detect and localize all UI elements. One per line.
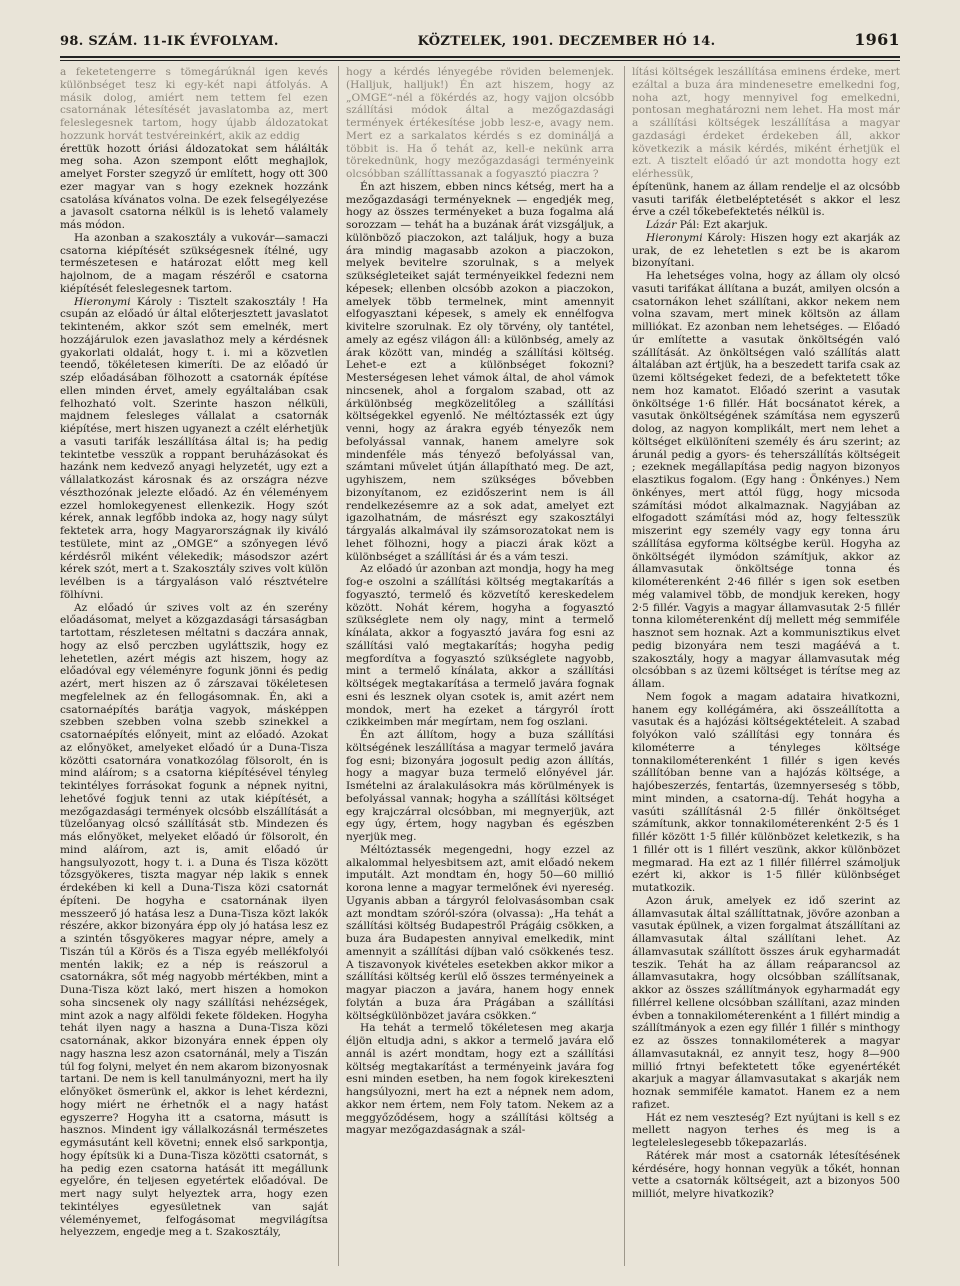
faded-paragraph: lítási költségek leszállítása eminens érdeke, mert ezáltal a buza ára mindenesetre emelkedni fog, noha azt, hogy mennyivel fog emelkedni, pontosan meghatározni nem lehet. Ha most már a szállítási költségek leszállítása a magyar gazdasági érdeket érdekeben áll, akkor következik a másik kérdés, miként érhetjük el ezt. A tisztelt előadó úr azt mondotta hogy ezt elérhessük, [632, 66, 900, 180]
header-rule [60, 56, 900, 58]
speaker-name: Hieronymi [74, 295, 131, 308]
paragraph: Nem fogok a magam adataira hivatkozni, hanem egy kollégáméra, aki összeállította a vasutak és a hajózási költségektételeit. A szabad folyókon való szállítási egy tonnára és kilométerre a tényleges költsége tonnakilométerenként 1 fillér s igen kevés szállítóban benne van a hajózás költsége, a hajóbeszerzés, fentartás, üzemnyerseség s több, mint minden, a csatorna-díj. Tehát hogyha a vasúti szállításnál 2·5 fillér önköltséget számítunk, akkor tonnakilométerenként 2·5 és 1 fillér között 1·5 fillér különbözet keletkezik, s ha 1 fillér ott is 1 fillért veszünk, akkor különbözet megmarad. Ha ezt az 1 fillér fillérrel számoljuk ezért ki, akkor is 1·5 fillér különbséget mutatkozik. [632, 690, 900, 894]
paragraph: Ha azonban a szakosztály a vukovár—samaczi csatorna kiépítését szükségesnek ítélné, ugy természetesen e határozat előtt meg kell hajolnom, de a magam részéről e csatorna kiépítését feleslegesnek tartom. [60, 231, 328, 295]
speech-text: Pál: Ezt akarjuk. [679, 219, 768, 231]
speaker-paragraph [632, 219, 900, 232]
paragraph: Az előadó úr szives volt az én szerény előadásomat, melyet a közgazdasági társaságban tartottam, részletesen méltatni s daczára annak, hogy az első perczben ugyláttszik, hogy ez lehetetlen, azért mégis azt hiszem, hogy az előadóval egy véleményre fogunk jönni és pedig azért, mert hiszen az ő zárszavai tökéletesen megfelelnek az én fellogásomnak. Én, aki a csatornaépítés barátja vagyok, másképpen szebben szebben volna szebb szinekkel a csatornaépítés előnyeit, mint az előadó. Azokat az előnyöket, amelyeket előadó úr a Duna-Tisza közötti csatornára vonatkozólag fölsorolt, én is mind aláírom; s a csatorna kiépítésével tényleg tekintélyes forrásokat fogunk a népnek nyitni, lehetővé fogjuk tenni az utak kiépítését, a mezőgazdasági termények olcsóbb elszállítását a tüzelőanyag olcsó szállítását stb. Mindezen és más előnyöket, melyeket előadó úr fölsorolt, én mind aláírom, azt is, amit előadó úr hangsulyozott, hogy t. i. a Duna és Tisza között tőzsgyökeres, tiszta magyar nép lakik s ennek érdekében ki kell a Duna-Tisza közi csatornát építeni. De hogyha e csatornának ilyen messzeerő jó hatása lesz a Duna-Tisza közt lakók részére, akkor bizonyára épp oly jó hatása lesz ez a szintén tősgyökeres magyar népre, amely a Tiszán túl a Körös és a Tisza egyéb mellékfolyói mentén lakik; ez a nép is reászorul a csatornákra, sőt még nagyobb mértékben, mint a Duna-Tisza közt lakó, mert hiszen a homokon soha sincsenek oly nagy szállítási nehézségek, mint azok a nagy alföldi fekete földeken. Hogyha tehát ilyen nagy a haszna a Duna-Tisza közi csatornának, akkor bizonyára ennek éppen oly nagy haszna lesz azon csatornánál, mely a Tiszán túl fog folyni, melyet én nem akarom bizonyosnak tartani. De nem is kell tanulmányozni, mert ha ily előnyöket ösmerünk el, akkor is lehet kérdezni, hogy miért ne érhetnők el a nagy hatást egyszerre? Hogyha itt a csatorna, másutt is hasznos. Mindent igy vállalkozásnál természetes egymásutánt kell követni; ennek első sarkpontja, hogy építsük ki a Duna-Tisza közötti csatornát, s ha pedig ezen csatorna hatását itt megállunk egyelőre, én teljesen egyetértek előadóval. De mert nagy sulyt helyeztek arra, hogy ezen tekintélyes egyesületnek van saját véleményemet, felfogásomat megvilágítsa helyezzem, engedje meg a t. Szakosztály, [60, 601, 328, 1239]
paragraph: érettük hozott óriási áldozatokat sem hálálták meg soha. Azon szempont előtt meghajlok, amelyet Forster szegyző úr említett, hogy ott 300 ezer magyar van s hogy ezeknek hozzánk csatolása kívánatos volna. De ezek felsegélyezése a javasolt csatorna nélkül is is lehető valamely más módon. [60, 142, 328, 231]
paragraph: Méltóztassék megengedni, hogy ezzel az alkalommal helyesbitsem azt, amit előadó nekem imputált. Azt mondtam én, hogy 50—60 millió korona lenne a magyar termelőnek évi nyereség. Ugyanis abban a tárgyról felolvasásomban csak azt mondtam szóról-szóra (olvassa): „Ha tehát a szállítási költség Budapestről Prágáig csökken, a buza ára Budapesten annyival emelkedik, mint amennyit a szállítási díjban való csökkenés tesz. A tiszavonyok kivételes esetekben akkor mikor a szállítási költség kerül elő összes terményeinek a magyar piaczon a javára, hanem hogy ennek folytán a buza ára Prágában a szállítási költségkülönbözet javára csökken.“ [346, 843, 614, 1022]
paragraph: építenünk, hanem az állam rendelje el az olcsóbb vasuti tarifák életbeléptetését s akkor el lesz érve a czél tőkebefektetés nélkül is. [632, 180, 900, 219]
paragraph: Azon áruk, amelyek ez idő szerint az államvasutak által szállíttatnak, jövőre azonban a vasutak épülnek, a vizen forgalmat átszállítani az államvasutak által szállítani lehet. Az államvasutak szállított összes áruk egyharmadát teszik. Tehát ha az állam reáparancsol az államvasutakra, hogy olcsóbban szállítsanak, akkor az összes szállítmányok egyharmadát egy fillérrel kellene olcsóbban szállítani, azaz minden évben a tonnakilométerenként a 1 fillért mindig a szállítmányok a ezen egy fillér 1 fillér s minthogy ez az összes tonnakilométerek a magyar államvasutaknál, ez annyit tesz, hogy 8—900 millió frtnyi befektetett tőke egyenértékét akarjuk a magyar államvasutakat s akarják nem hoznak semmiféle kamatot. Hanem ez a nem rafizet. [632, 894, 900, 1111]
column-2 [346, 66, 614, 1276]
publication-title: KÖZTELEK, 1901. DECZEMBER HÓ 14. [417, 34, 716, 49]
column-divider [624, 66, 625, 1266]
paragraph: Ha lehetséges volna, hogy az állam oly olcsó vasuti tarifákat állítana a buzát, amilyen olcsón a csatornákon lehet szállítani, akkor nekem nem volna szavam, mert minek költsön az állam milliókat. Ez azonban nem lehetséges. — Előadó úr említette a vasutak önköltségén való szállítását. Az önköltségen való szállítás alatt általában azt értjük, ha a beszedett tarifa csak az üzemi költségeket fedezi, de a befektetett tőke nem hoz kamatot. Előadó szerint a vasutak önköltsége 1·6 fillér. Hát bocsánatot kérek, a vasutak önköltségének számítása nem egyszerű dolog, az nagyon komplikált, mert nem lehet a költséget elkülöníteni személy és áru szerint; az árunál pedig a gyors- és teherszállítás költségeit ; ezeknek megállapítása pedig nagyon bizonyos elasztikus fogalom. (Egy hang : Önkényes.) Nem önkényes, mert attól függ, hogy micsoda számítási módot alkalmaznak. Nagyjában az elfogadott számítási mód az, hogy feltesszük miszerint egy személy vagy egy tonna áru szállítása egyforma költségbe kerül. Hogyha az önköltségét ilymódon számítjuk, akkor az államvasutak önköltsége tonna és kilométerenként 2·46 fillér s igen sok esetben még valamivel több, de mondjuk kereken, hogy 2·5 fillér. Vagyis a magyar államvasutak 2·5 fillér tonna kilométerenként díj mellett még semmiféle hasznot sem hoznak. Azt a kommunisztikus elvet pedig bizonyára nem teszi magáévá a t. szakosztály, hogy a magyar államvasutak még olcsóbban s az üzemi költséget is térítse meg az állam. [632, 270, 900, 690]
speaker-name: Hieronymi [646, 231, 703, 244]
column-1 [60, 66, 328, 1276]
header-rule-thin [60, 60, 900, 61]
page-number: 1961 [854, 30, 900, 49]
paragraph: Ha tehát a termelő tökéletesen meg akarja éljön eltudja adni, s akkor a termelő javára elő annál is azért mondtam, hogy ezt a szállítási költség megtakarítást a terményeink javára fog esni minden esetben, ha nem fogok kirekeszteni hangsúlyozni, mert ha ezt a népnek nem adom, akkor nem értem, nem Foly tatom. Nekem az a meggyőződésem, hogy a szállítási költség a magyar mezőgazdaságnak a szál- [346, 1022, 614, 1137]
faded-paragraph: a feketetengerre s tömegárúknál igen kevés különbséget tesz ki egy-két napi átfolyás. A másik dolog, amiért nem tettem fel ezen csatornának létesítését javaslatomba az, mert feleslegesnek tartom, hogy újabb áldozatokat hozzunk horvát testvéreinkért, akik az eddig [60, 66, 328, 142]
paragraph: Hát ez nem veszteség? Ezt nyújtani is kell s ez mellett nagyon terhes és meg is a legteleleslegesebb tőkepazarlás. [632, 1111, 900, 1149]
paragraph: Az előadó úr azonban azt mondja, hogy ha meg fog-e oszolni a szállítási költség megtakarítás a fogyasztó, termelő és közvetítő kereskedelem között. Nohát kérem, hogyha a fogyasztó szükséglete nem oly nagy, mint a termelő kínálata, akkor a fogyasztó javára fog esni az szállítási való megtakarítás; hogyha pedig megfordítva a fogyasztó szükséglete nagyobb, mint a termelő kínálata, akkor a szállítási költségek megtakarítása a termelő javára fognak esni és lesznek olyan csotek is, amit azért nem mondok, mert ha ezeket a tárgyról írott czikkeimben már megírtam, nem fog oszlani. [346, 563, 614, 729]
page-header [60, 30, 900, 52]
column-divider [338, 66, 339, 1266]
speaker-name: Lázár [646, 219, 677, 231]
speaker-paragraph [60, 296, 328, 602]
speech-text: Károly: Hiszen hogy ezt akarják az urak, de ez lehetetlen s ezt be is akarom bizonyítani. [632, 231, 900, 270]
paragraph: Én azt hiszem, ebben nincs kétség, mert ha a mezőgazdasági terményeknek — engedjék meg, hogy az összes terményeket a buza fogalma alá sorozzam — tehát ha a buzának árát vizsgáljuk, a különböző piaczokon, azt találjuk, hogy a buza ára mindig magasabb azokon a piaczokon, melyek bevitelre szorulnak, s a melyek szükségleteiket saját terményeikkel fedezni nem képesek; ellenben olcsóbb azokon a piaczokon, amelyek több termelnek, mint amennyit elfogyasztani képesek, s amely ek ennélfogva kivitelre szorulnak. Ez oly törvény, oly tantétel, amely az egész világon áll: a különbség, amely az árak között van, mindég a szállítási költség. Lehet-e ezt a különbséget fokozni? Mesterségesen lehet vámok által, de ahol vámok nincsenek, ahol a forgalom szabad, ott az árkülönbség megközelitőleg a szállítási költségekkel egyenlő. Ne méltóztassék ezt úgy venni, hogy az árakra egyéb tényezők nem befolyással vannak, hanem amelyre sok mindenféle más tényező befolyással van, számtani művelet útján állapítható meg. De azt, ugyhiszem, nem szükséges bővebben bizonyítanom, ez ezidőszerint nem is áll rendelkezésemre az a sok adat, amelyet ezt igazolhatnám, de másrészt egy szakosztályi tárgyalás alkalmával ily számsorozatokat nem is lehet fölhozni, hogy a piaczi árak közt a különbséget a szállítási ár és a vám teszi. [346, 180, 614, 563]
speech-text: Károly : Tisztelt szakosztály ! Ha csupán az előadó úr által előterjesztett javaslatot tekinteném, akkor szót sem emelnék, mert hozzájárulok ezen javaslathoz mely a kérdésnek gyakorlati oldalát, hogy t. i. mi a közvetlen teendő, tökéletesen kimeríti. De az előadó úr szép előadásában fölhozott a csatornák építése ellen minden érvet, amely egyáltalában csak felhozható volt. Szerinte haszon nélküli, majdnem felesleges vállalat a csatornák kiépítése, mert hiszen ugyanezt a czélt elérhetjük a vasuti tarifák leszállítása által is; ha pedig tekintetbe vesszük a roppant beruházásokat és hazánk nem kedvező anyagi helyzetét, ugy ezt a vállalatkozást károsnak és az országra nézve vészthozónak jelezte előadó. Az én véleményem ezzel homlokegyenest ellenkezik. Hogy szót kérek, annak legfőbb indoka az, hogy nagy súlyt fektetek arra, hogy Magyarországnak ily kiváló testülete, mint az „OMGE“ a szőnyegen lévő kérdésről miként vélekedik; másodszor azért kérek szót, mert a t. Szakosztály szives volt külön levélben is a tárgyaláson való résztvételre fölhívni. [60, 295, 328, 601]
paragraph: Rátérek már most a csatornák létesítésének kérdésére, hogy honnan vegyük a tőkét, honnan vette a csatornák költségeit, azt a bizonyos 500 milliót, melyre hivatkozik? [632, 1149, 900, 1200]
paragraph: Én azt állítom, hogy a buza szállítási költségének leszállítása a magyar termelő javára fog esni; bizonyára jogosult pedig azon állítás, hogy a magyar buza termelő előnyével jár. Ismételni az áralakulásokra más körülmények is befolyással vannak; hogyha a szállítási költséget egy krajczárral olcsóbban, mi megnyerjük, azt egy úgy, értem, hogy nagyban és egészben nyerjük meg. [346, 729, 614, 843]
speaker-paragraph [632, 232, 900, 270]
issue-number: 98. SZÁM. 11-IK ÉVFOLYAM. [60, 34, 279, 49]
faded-paragraph: hogy a kérdés lényegébe röviden belemenjek. (Halljuk, halljuk!) Én azt hiszem, hogy az „OMGE“-nél a fökérdés az, hogy vajjon olcsóbb szállítási módok által a mezőgazdasági termények értékesítése jobb lesz-e, avagy nem. Mert ez a sarkalatos kérdés s ez domináljá a többit is. Ha ő tehát az, kell-e nekünk arra törekednünk, hogy mezőgazdasági terményeink olcsóbban szállíttassanak a fogyasztó piaczra ? [346, 66, 614, 180]
column-3 [632, 66, 900, 1276]
